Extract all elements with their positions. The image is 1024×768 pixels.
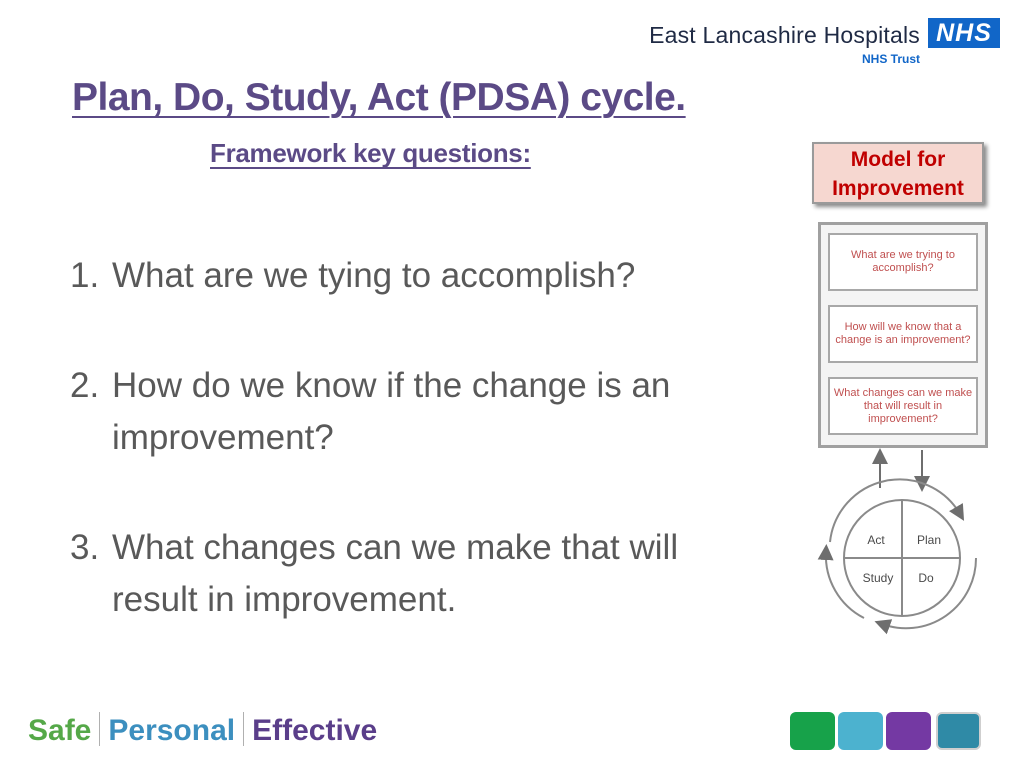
question-text: What are we tying to accomplish? <box>112 256 636 295</box>
nhs-badge: NHS <box>928 18 1000 48</box>
cycle-act-label: Act <box>867 533 885 547</box>
question-item <box>70 250 760 302</box>
slide-subtitle: Framework key questions: <box>210 138 531 168</box>
model-question-box: How will we know that a change is an improvement? <box>828 305 978 363</box>
question-item <box>70 522 760 626</box>
footer-square-teal <box>936 712 981 750</box>
footer-values <box>28 712 377 748</box>
trust-logo <box>640 14 1000 70</box>
question-text: What changes can we make that will result in improvement. <box>112 528 679 619</box>
footer-divider <box>99 712 100 746</box>
question-number: 2. <box>70 366 100 405</box>
cycle-do-label: Do <box>918 571 934 585</box>
footer-divider <box>243 712 244 746</box>
question-text: How do we know if the change is an improvement? <box>112 366 671 457</box>
slide-title: Plan, Do, Study, Act (PDSA) cycle. <box>72 76 686 119</box>
cycle-study-label: Study <box>862 571 894 585</box>
model-for-improvement-label: Model for Improvement <box>812 142 984 204</box>
question-item <box>70 360 760 464</box>
cycle-plan-label: Plan <box>916 533 942 547</box>
model-question-box: What changes can we make that will result in improvement? <box>828 377 978 435</box>
model-question-box: What are we trying to accomplish? <box>828 233 978 291</box>
footer-square-light-blue <box>838 712 883 750</box>
footer-personal: Personal <box>108 714 236 747</box>
footer-safe: Safe <box>28 714 92 747</box>
footer-square-purple <box>886 712 931 750</box>
trust-subtitle: NHS Trust <box>861 52 920 66</box>
question-number: 1. <box>70 256 100 295</box>
question-number: 3. <box>70 528 100 567</box>
question-list <box>70 250 760 626</box>
model-questions-panel <box>818 222 988 448</box>
footer-effective: Effective <box>252 714 378 747</box>
pdsa-cycle-diagram <box>812 448 992 638</box>
footer-square-green <box>790 712 835 750</box>
trust-name: East Lancashire Hospitals <box>649 22 920 48</box>
